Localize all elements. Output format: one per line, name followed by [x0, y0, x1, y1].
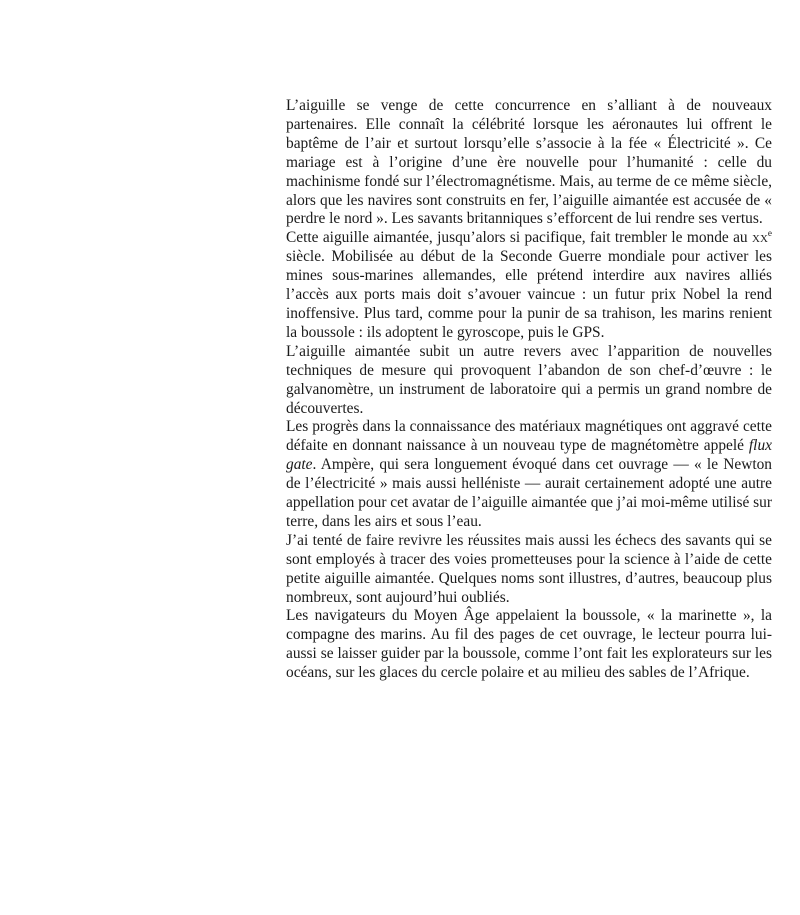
flux-gate-term: flux gate: [286, 437, 772, 474]
paragraph-4-text-b: . Ampère, qui sera longuement évoqué dans cet ouvrage — « le Newton de l’électricité » mais aussi helléniste — aurait certainement adopté une autre appellation pour cet avatar de l’aiguille aimantée que j’ai moi-même utilisé sur terre, dans les airs et sous l’eau.: [286, 456, 772, 530]
century-superscript: e: [767, 228, 772, 239]
paragraph-4: [286, 418, 772, 531]
paragraph-1: [286, 97, 772, 229]
paragraph-5: [286, 532, 772, 608]
paragraph-2-text-b: siècle. Mobilisée au début de la Seconde Guerre mondiale pour activer les mines sous-marines allemandes, elle prétend interdire aux navires alliés l’accès aux ports mais doit s’avouer vaincue : un futur prix Nobel la rend inoffensive. Plus tard, comme pour la punir de sa trahison, les marins renient la boussole : ils adoptent le gyroscope, puis le GPS.: [286, 248, 772, 341]
paragraph-6-text: Les navigateurs du Moyen Âge appelaient la boussole, « la marinette », la compagne des marins. Au fil des pages de cet ouvrage, le lecteur pourra lui-aussi se laisser guider par la boussole, comme l’ont fait les explorateurs sur les océans, sur les glaces du cercle polaire et au milieu des sables de l’Afrique.: [286, 607, 772, 682]
paragraph-6: [286, 607, 772, 683]
paragraph-3: [286, 343, 772, 419]
body-text: [286, 97, 772, 683]
paragraph-1-text: L’aiguille se venge de cette concurrence en s’alliant à de nouveaux partenaires. Elle connaît la célébrité lorsque les aéronautes lui offrent le baptême de l’air et surtout lorsqu’elle s’associe à la fée « Électricité ». Ce mariage est à l’origine d’une ère nouvelle pour l’humanité : celle du machinisme fondé sur l’électromagnétisme. Mais, au terme de ce même siècle, alors que les navires sont construits en fer, l’aiguille aimantée est accusée de « perdre le nord ». Les savants britanniques s’efforcent de lui rendre ses vertus.: [286, 97, 772, 228]
paragraph-2-text-a: Cette aiguille aimantée, jusqu’alors si pacifique, fait trembler le monde au: [286, 229, 752, 247]
paragraph-2: [286, 229, 772, 342]
paragraph-5-text: J’ai tenté de faire revivre les réussites mais aussi les échecs des savants qui se sont employés à tracer des voies prometteuses pour la science à l’aide de cette petite aiguille aimantée. Quelques noms sont illustres, d’autres, beaucoup plus nombreux, sont aujourd’hui oubliés.: [286, 531, 772, 606]
century-numeral: xx: [752, 229, 768, 247]
paragraph-4-text-a: Les progrès dans la connaissance des matériaux magnétiques ont aggravé cette défaite en donnant naissance à un nouveau type de magnétomètre appelé: [286, 418, 772, 455]
paragraph-3-text: L’aiguille aimantée subit un autre revers avec l’apparition de nouvelles techniques de mesure qui provoquent l’abandon de son chef-d’œuvre : le galvanomètre, un instrument de laboratoire qui a permis un grand nombre de découvertes.: [286, 342, 772, 417]
